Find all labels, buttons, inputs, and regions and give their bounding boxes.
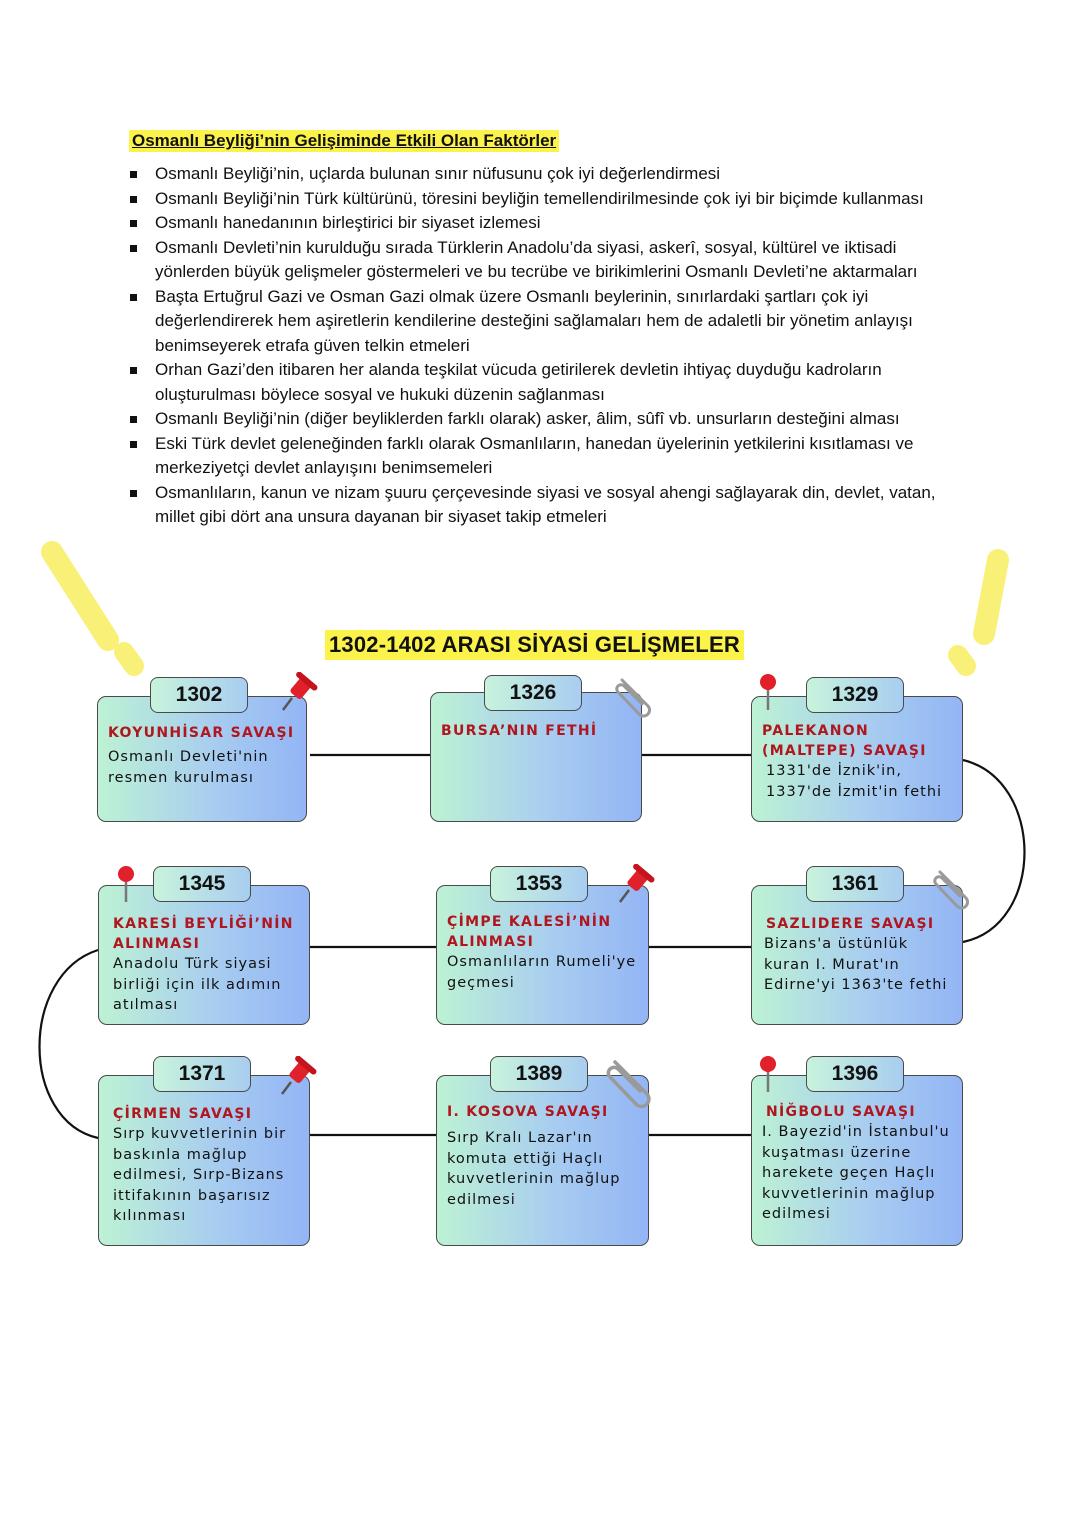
event-title: I. KOSOVA SAVAŞI [447, 1104, 609, 1120]
event-description: Bizans'a üstünlük kuran I. Murat'ın Edirne'yi 1363'te fethi [764, 936, 948, 993]
event-card-1326 [430, 681, 642, 822]
pushpin-icon [279, 1056, 321, 1098]
timeline-title: 1302-1402 ARASI SİYASİ GELİŞMELER [325, 630, 744, 660]
list-item: Osmanlı Beyliği’nin Türk kültürünü, töresini beyliğin temellendirilmesinde çok iyi bir biçimde kullanması [130, 187, 960, 212]
list-item: Osmanlı Beyliği’nin, uçlarda bulunan sınır nüfusunu çok iyi değerlendirmesi [130, 162, 960, 187]
event-description: 1331'de İznik'in, 1337'de İzmit'in fethi [766, 763, 943, 800]
event-year: 1353 [490, 866, 588, 902]
event-year: 1329 [806, 677, 904, 713]
event-year: 1345 [153, 866, 251, 902]
list-item: Eski Türk devlet geleneğinden farklı olarak Osmanlıların, hanedan üyelerinin yetkilerini kısıtlaması ve merkeziyetçi devlet anlayışını benimsemeleri [130, 432, 960, 481]
paperclip-icon [930, 864, 976, 910]
pushpin-icon [617, 864, 659, 906]
event-card-1396 [751, 1062, 963, 1246]
event-card-1329 [751, 683, 963, 822]
paperclip-icon [612, 672, 658, 718]
event-card-1371 [98, 1062, 310, 1246]
event-year: 1326 [484, 675, 582, 711]
event-title: ÇİMPE KALESİ’NİN ALINMASI [447, 914, 612, 950]
factors-heading: Osmanlı Beyliği’nin Gelişiminde Etkili Olan Faktörler [129, 130, 559, 152]
event-description: Osmanlıların Rumeli'ye geçmesi [447, 954, 637, 991]
event-card-1353 [436, 872, 649, 1025]
event-title: KARESİ BEYLİĞİ’NİN ALINMASI [113, 916, 294, 952]
list-item: Başta Ertuğrul Gazi ve Osman Gazi olmak üzere Osmanlı beylerinin, sınırlardaki şartları çok iyi değerlendirerek hem aşiretlerin kendilerine desteğini sağlamaları hem de adaletli bir yönetim anlayışı benimseyerek etrafa güven telkin etmeleri [130, 285, 960, 359]
event-year: 1389 [490, 1056, 588, 1092]
event-description: I. Bayezid'in İstanbul'u kuşatması üzerine harekete geçen Haçlı kuvvetlerinin mağlup edilmesi [762, 1124, 950, 1222]
event-title: NİĞBOLU SAVAŞI [766, 1104, 916, 1120]
event-title: SAZLIDERE SAVAŞI [766, 916, 935, 932]
map-pin-icon [114, 864, 138, 904]
event-title: BURSA’NIN FETHİ [441, 723, 598, 739]
event-description: Anadolu Türk siyasi birliği için ilk adımın atılması [113, 956, 282, 1013]
map-pin-icon [756, 1054, 780, 1094]
list-item: Osmanlı Beyliği’nin (diğer beyliklerden farklı olarak) asker, âlim, sûfî vb. unsurların desteğini alması [130, 407, 960, 432]
event-description: Sırp kuvvetlerinin bir baskınla mağlup edilmesi, Sırp-Bizans ittifakının başarısız kılınması [113, 1126, 287, 1224]
event-description: Sırp Kralı Lazar'ın komuta ettiği Haçlı kuvvetlerinin mağlup edilmesi [447, 1130, 621, 1208]
paperclip-icon [603, 1052, 659, 1108]
event-year: 1302 [150, 677, 248, 713]
event-title: KOYUNHİSAR SAVAŞI [108, 725, 295, 741]
event-year: 1371 [153, 1056, 251, 1092]
event-year: 1396 [806, 1056, 904, 1092]
pushpin-icon [280, 672, 322, 714]
event-card-1302 [97, 683, 307, 822]
list-item: Osmanlı hanedanının birleştirici bir siyaset izlemesi [130, 211, 960, 236]
list-item: Osmanlı Devleti’nin kurulduğu sırada Türklerin Anadolu’da siyasi, askerî, sosyal, kültürel ve iktisadi yönlerden büyük gelişmeler göstermeleri ve bu tecrübe ve birikimlerini Osmanlı Devleti’ne aktarmaları [130, 236, 960, 285]
map-pin-icon [756, 672, 780, 712]
event-card-1345 [98, 872, 310, 1025]
list-item: Orhan Gazi’den itibaren her alanda teşkilat vücuda getirilerek devletin ihtiyaç duyduğu kadroların oluşturulması böylece sosyal ve hukuki düzenin sağlanması [130, 358, 960, 407]
event-title: ÇİRMEN SAVAŞI [113, 1106, 253, 1122]
event-description: Osmanlı Devleti'nin resmen kurulması [108, 749, 269, 786]
list-item: Osmanlıların, kanun ve nizam şuuru çerçevesinde siyasi ve sosyal ahengi sağlayarak din, devlet, vatan, millet gibi dört ana unsura dayanan bir siyaset takip etmeleri [130, 481, 960, 530]
event-year: 1361 [806, 866, 904, 902]
event-title: PALEKANON (MALTEPE) SAVAŞI [762, 723, 927, 759]
